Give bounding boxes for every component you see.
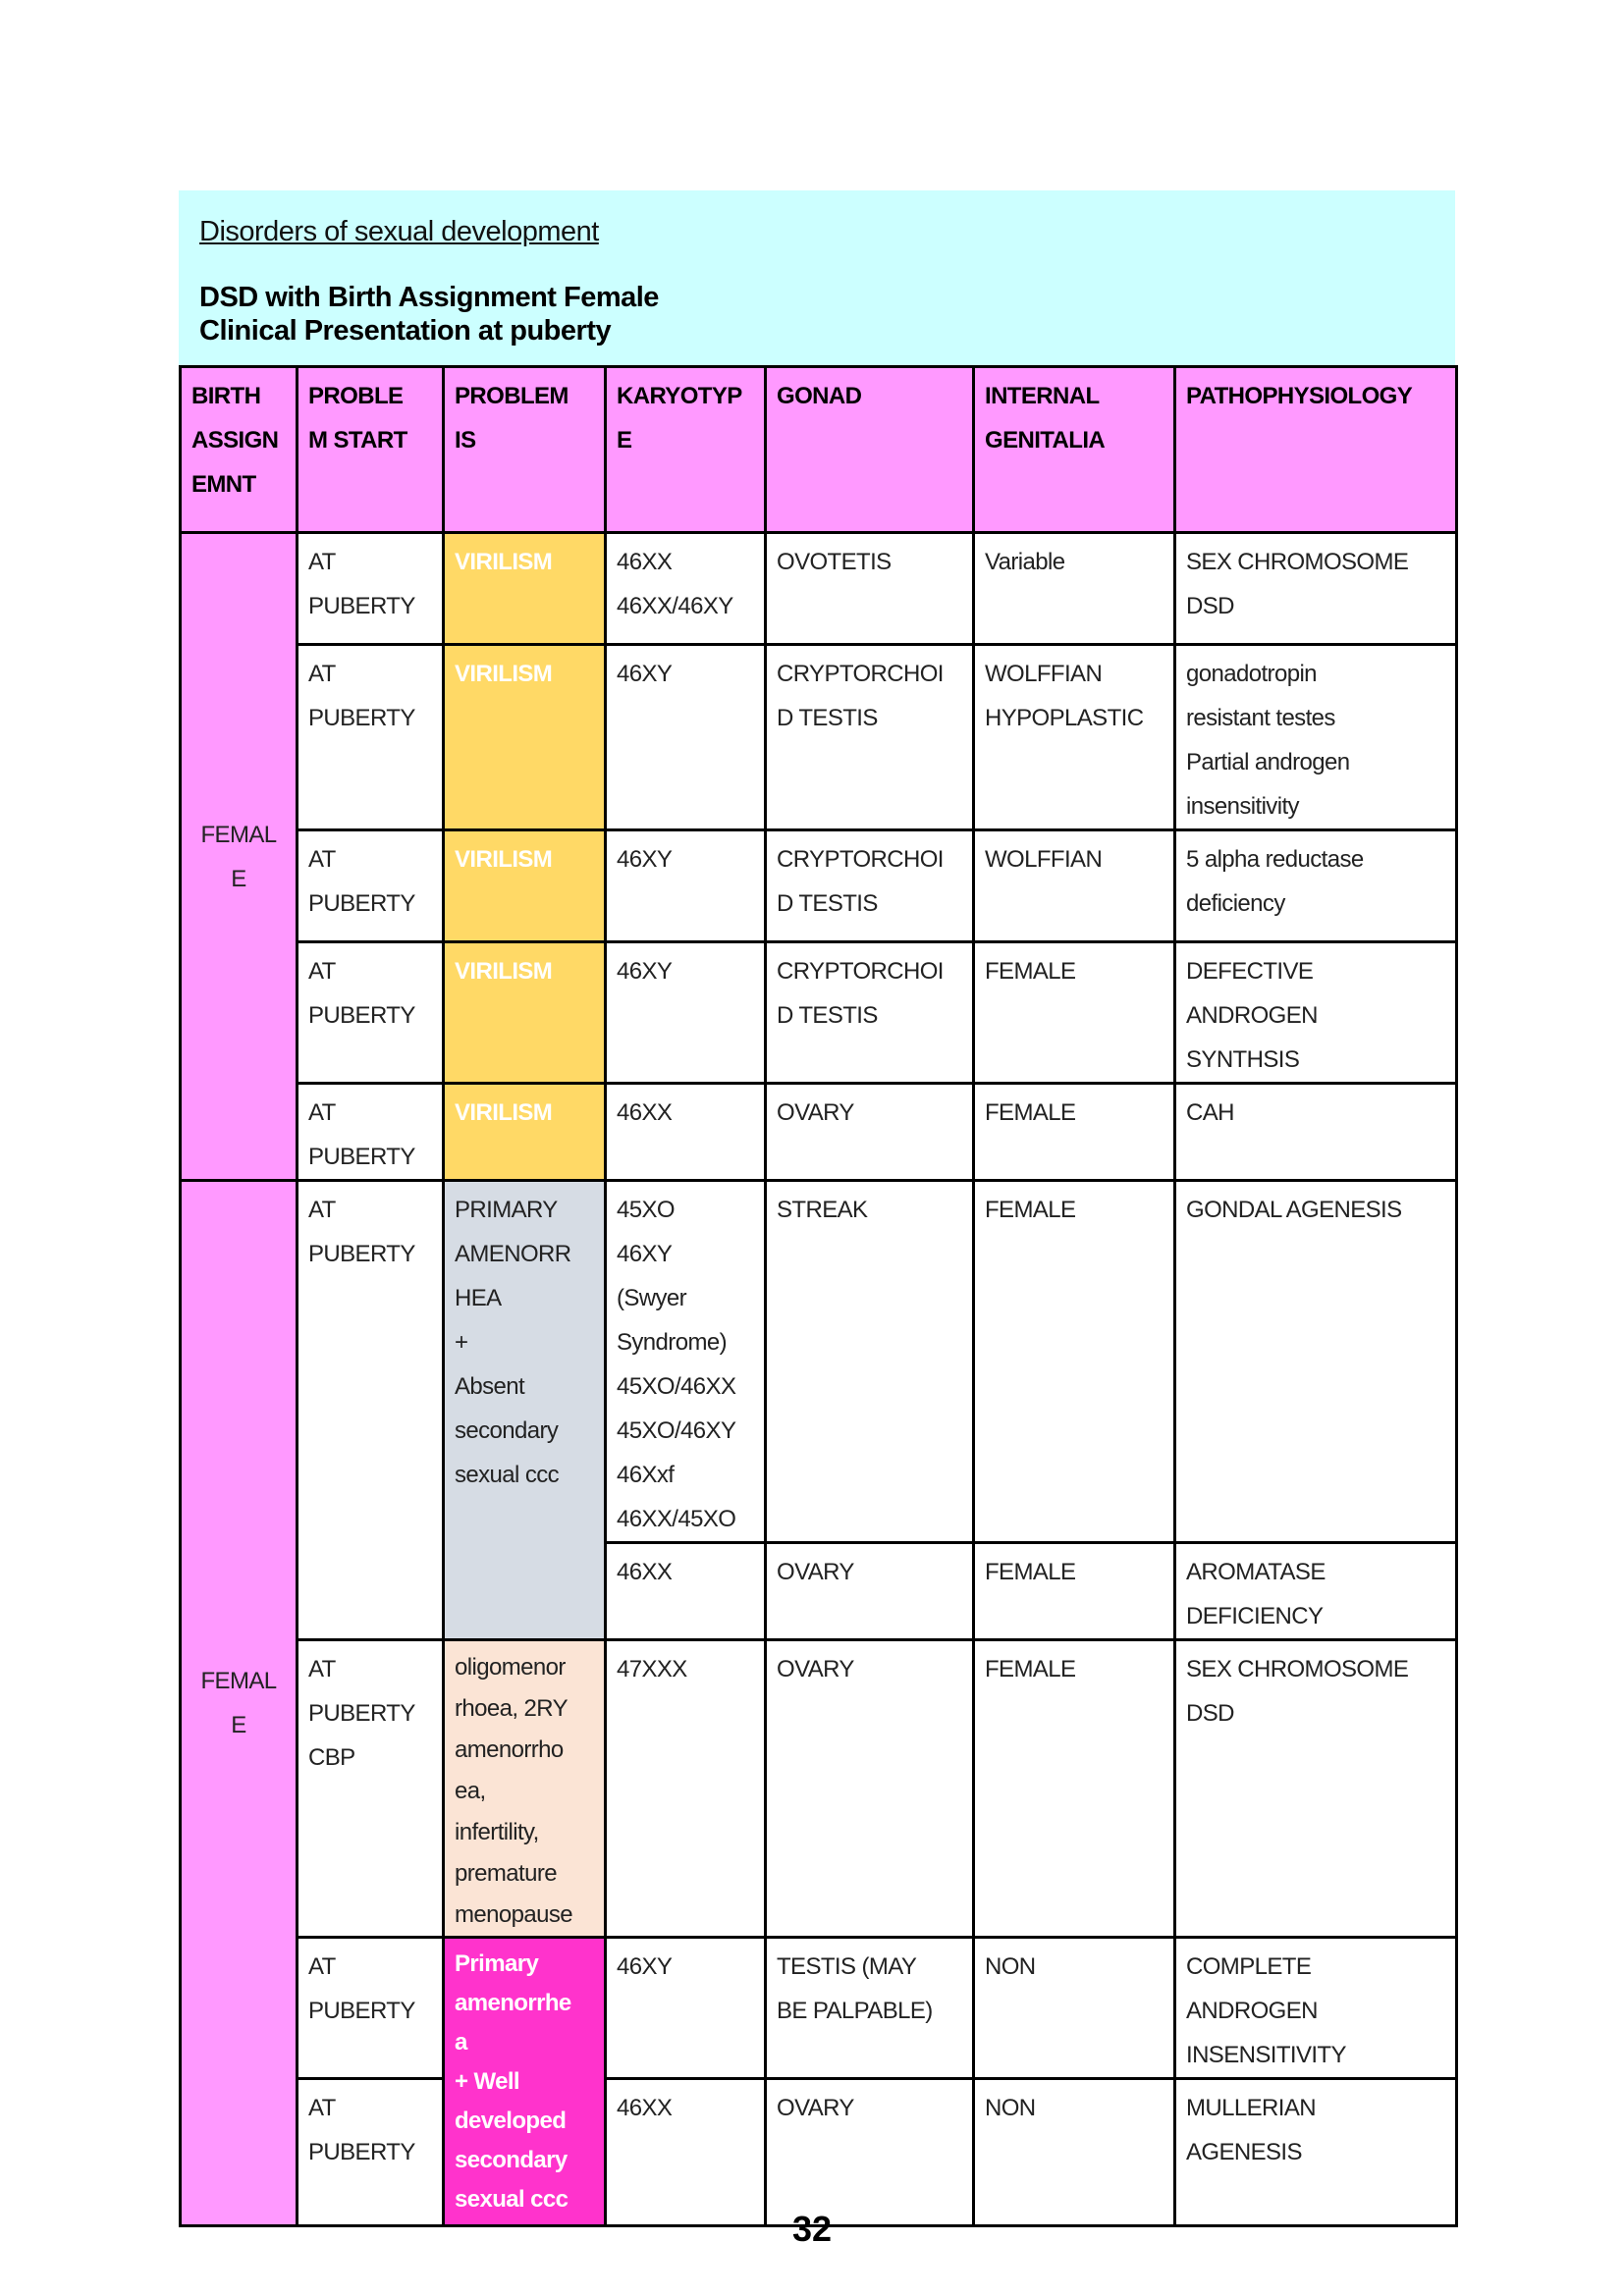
gonad-cell: OVARY xyxy=(766,1084,974,1181)
table-row xyxy=(181,830,1457,942)
gonad-cell: OVOTETIS xyxy=(766,533,974,645)
internal-cell: NON xyxy=(974,1938,1175,2079)
internal-cell: FEMALE xyxy=(974,1084,1175,1181)
page-number: 32 xyxy=(791,2209,833,2249)
patho-cell: 5 alpha reductase deficiency xyxy=(1175,830,1457,942)
gonad-cell: OVARY xyxy=(766,1543,974,1640)
title-banner xyxy=(179,190,1455,365)
karyotype-cell: 46XY xyxy=(606,1938,766,2079)
karyotype-cell: 46XX xyxy=(606,1543,766,1640)
internal-cell: WOLFFIAN xyxy=(974,830,1175,942)
internal-cell: FEMALE xyxy=(974,1181,1175,1543)
patho-cell: SEX CHROMOSOME DSD xyxy=(1175,533,1457,645)
header-birth-assignment: BIRTH ASSIGN EMNT xyxy=(181,367,298,533)
internal-cell: FEMALE xyxy=(974,1640,1175,1938)
karyotype-cell: 46XX 46XX/46XY xyxy=(606,533,766,645)
patho-cell: AROMATASE DEFICIENCY xyxy=(1175,1543,1457,1640)
table-row xyxy=(181,533,1457,645)
problem-cell: Primary amenorrhe a + Well developed secondary sexual ccc xyxy=(444,1938,606,2226)
header-gonad: GONAD xyxy=(766,367,974,533)
birth-assignment-cell: FEMAL E xyxy=(181,1181,298,2226)
subtitle-line-1: DSD with Birth Assignment Female xyxy=(199,282,659,313)
header-problem-start: PROBLE M START xyxy=(298,367,444,533)
header-problem: PROBLEM IS xyxy=(444,367,606,533)
patho-cell: DEFECTIVE ANDROGEN SYNTHSIS xyxy=(1175,942,1457,1084)
internal-cell: FEMALE xyxy=(974,1543,1175,1640)
problem-cell: VIRILISM xyxy=(444,533,606,645)
header-internal-genitalia: INTERNAL GENITALIA xyxy=(974,367,1175,533)
start-cell: AT PUBERTY CBP xyxy=(298,1640,444,1938)
karyotype-cell: 46XY xyxy=(606,942,766,1084)
start-cell: AT PUBERTY xyxy=(298,1181,444,1640)
gonad-cell: TESTIS (MAY BE PALPABLE) xyxy=(766,1938,974,2079)
section-title: Disorders of sexual development xyxy=(199,216,599,247)
birth-assignment-cell: FEMAL E xyxy=(181,533,298,1181)
table-row xyxy=(181,1938,1457,2079)
problem-cell: VIRILISM xyxy=(444,830,606,942)
patho-cell: COMPLETE ANDROGEN INSENSITIVITY xyxy=(1175,1938,1457,2079)
karyotype-cell: 46XX xyxy=(606,2079,766,2226)
table-row xyxy=(181,1084,1457,1181)
table-row xyxy=(181,942,1457,1084)
internal-cell: NON xyxy=(974,2079,1175,2226)
table-row xyxy=(181,1181,1457,1543)
gonad-cell: OVARY xyxy=(766,2079,974,2226)
karyotype-cell: 46XY xyxy=(606,830,766,942)
internal-cell: FEMALE xyxy=(974,942,1175,1084)
subtitle-line-2: Clinical Presentation at puberty xyxy=(199,315,612,347)
karyotype-cell: 46XX xyxy=(606,1084,766,1181)
header-row xyxy=(181,367,1457,533)
table-row xyxy=(181,1640,1457,1938)
patho-cell: CAH xyxy=(1175,1084,1457,1181)
gonad-cell: OVARY xyxy=(766,1640,974,1938)
table-subtitle xyxy=(199,281,659,347)
internal-cell: WOLFFIAN HYPOPLASTIC xyxy=(974,645,1175,830)
start-cell: AT PUBERTY xyxy=(298,830,444,942)
problem-cell: oligomenor rhoea, 2RY amenorrho ea, infertility, premature menopause xyxy=(444,1640,606,1938)
problem-cell: VIRILISM xyxy=(444,645,606,830)
karyotype-cell: 46XY xyxy=(606,645,766,830)
start-cell: AT PUBERTY xyxy=(298,645,444,830)
gonad-cell: STREAK xyxy=(766,1181,974,1543)
karyotype-cell: 47XXX xyxy=(606,1640,766,1938)
problem-cell: VIRILISM xyxy=(444,942,606,1084)
problem-cell: PRIMARY AMENORR HEA + Absent secondary sexual ccc xyxy=(444,1181,606,1640)
start-cell: AT PUBERTY xyxy=(298,942,444,1084)
patho-cell: SEX CHROMOSOME DSD xyxy=(1175,1640,1457,1938)
header-karyotype: KARYOTYP E xyxy=(606,367,766,533)
table-row xyxy=(181,2079,1457,2226)
start-cell: AT PUBERTY xyxy=(298,1084,444,1181)
internal-cell: Variable xyxy=(974,533,1175,645)
start-cell: AT PUBERTY xyxy=(298,533,444,645)
table-row xyxy=(181,645,1457,830)
karyotype-cell: 45XO 46XY (Swyer Syndrome) 45XO/46XX 45XO/46XY 46Xxf 46XX/45XO xyxy=(606,1181,766,1543)
gonad-cell: CRYPTORCHOI D TESTIS xyxy=(766,645,974,830)
start-cell: AT PUBERTY xyxy=(298,2079,444,2226)
gonad-cell: CRYPTORCHOI D TESTIS xyxy=(766,830,974,942)
problem-cell: VIRILISM xyxy=(444,1084,606,1181)
dsd-table xyxy=(179,365,1458,2227)
start-cell: AT PUBERTY xyxy=(298,1938,444,2079)
gonad-cell: CRYPTORCHOI D TESTIS xyxy=(766,942,974,1084)
patho-cell: gonadotropin resistant testes Partial androgen insensitivity xyxy=(1175,645,1457,830)
patho-cell: GONDAL AGENESIS xyxy=(1175,1181,1457,1543)
header-pathophysiology: PATHOPHYSIOLOGY xyxy=(1175,367,1457,533)
patho-cell: MULLERIAN AGENESIS xyxy=(1175,2079,1457,2226)
